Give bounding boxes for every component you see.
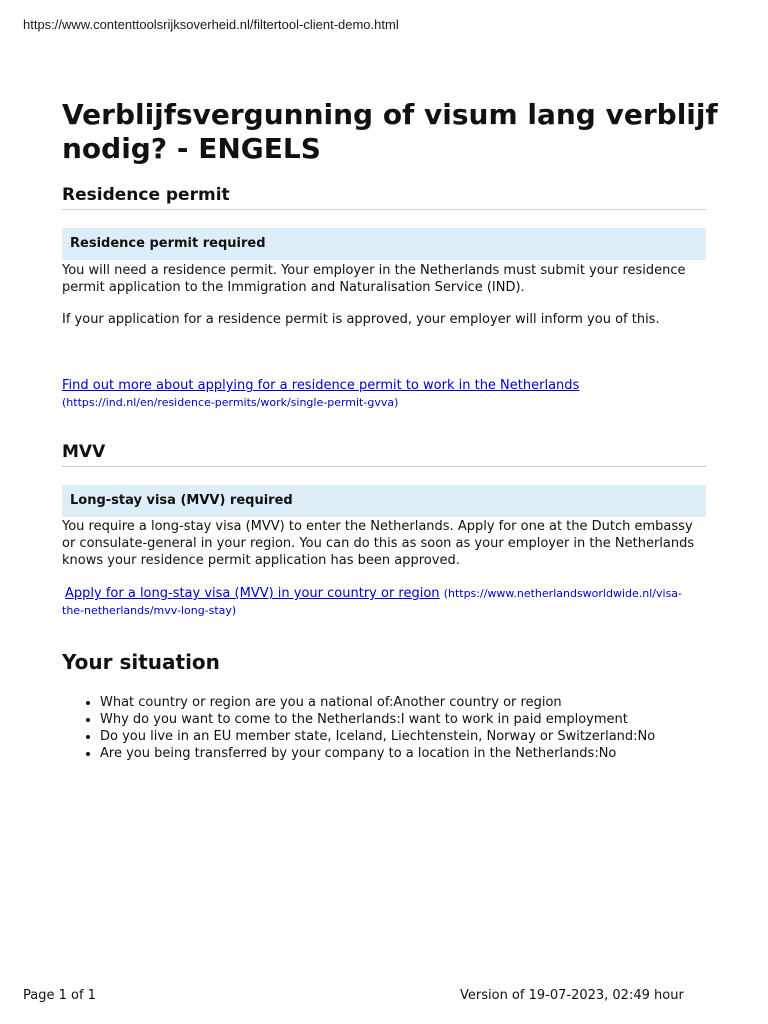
mvv-paragraph: You require a long-stay visa (MVV) to enter the Netherlands. Apply for one at the Dutch embassy or consulate-general in your region. You can do this as soon as your employer in the Netherlands knows your residence permit application has been approved.	[62, 519, 695, 568]
residence-permit-link[interactable]: Find out more about applying for a residence permit to work in the Netherlands	[62, 378, 580, 393]
residence-permit-callout: Residence permit required	[62, 228, 706, 260]
list-item: • Why do you want to come to the Netherlands:I want to work in paid employment	[100, 711, 740, 728]
page-title: Verblijfsvergunning of visum lang verblijf nodig? - ENGELS	[62, 98, 718, 165]
mvv-callout: Long-stay visa (MVV) required	[62, 485, 706, 517]
your-situation-heading: Your situation	[62, 650, 220, 674]
situation-list	[62, 694, 740, 762]
residence-permit-paragraph: You will need a residence permit. Your employer in the Netherlands must submit your residence permit application to the Immigration and Naturalisation Service (IND).	[62, 263, 686, 295]
mvv-link[interactable]: Apply for a long-stay visa (MVV) in your country or region	[65, 586, 440, 601]
page-number: Page 1 of 1	[23, 988, 96, 1003]
page-url-header: https://www.contenttoolsrijksoverheid.nl/filtertool-client-demo.html	[23, 17, 399, 32]
residence-permit-heading: Residence permit	[62, 185, 706, 210]
mvv-link-block	[62, 585, 702, 619]
mvv-heading: MVV	[62, 442, 706, 467]
version-stamp: Version of 19-07-2023, 02:49 hour	[460, 988, 684, 1003]
residence-permit-link-url: (https://ind.nl/en/residence-permits/work/single-permit-gvva)	[62, 396, 399, 409]
mvv-link-url: (https://www.netherlandsworldwide.nl/visa-the-netherlands/mvv-long-stay)	[62, 587, 683, 617]
list-item: • Are you being transferred by your company to a location in the Netherlands:No	[100, 745, 740, 762]
residence-permit-link-block	[62, 377, 702, 411]
list-item: • Do you live in an EU member state, Iceland, Liechtenstein, Norway or Switzerland:No	[100, 728, 740, 745]
list-item: • What country or region are you a national of:Another country or region	[100, 694, 740, 711]
residence-permit-approval-paragraph: If your application for a residence permit is approved, your employer will inform you of this.	[62, 312, 660, 327]
